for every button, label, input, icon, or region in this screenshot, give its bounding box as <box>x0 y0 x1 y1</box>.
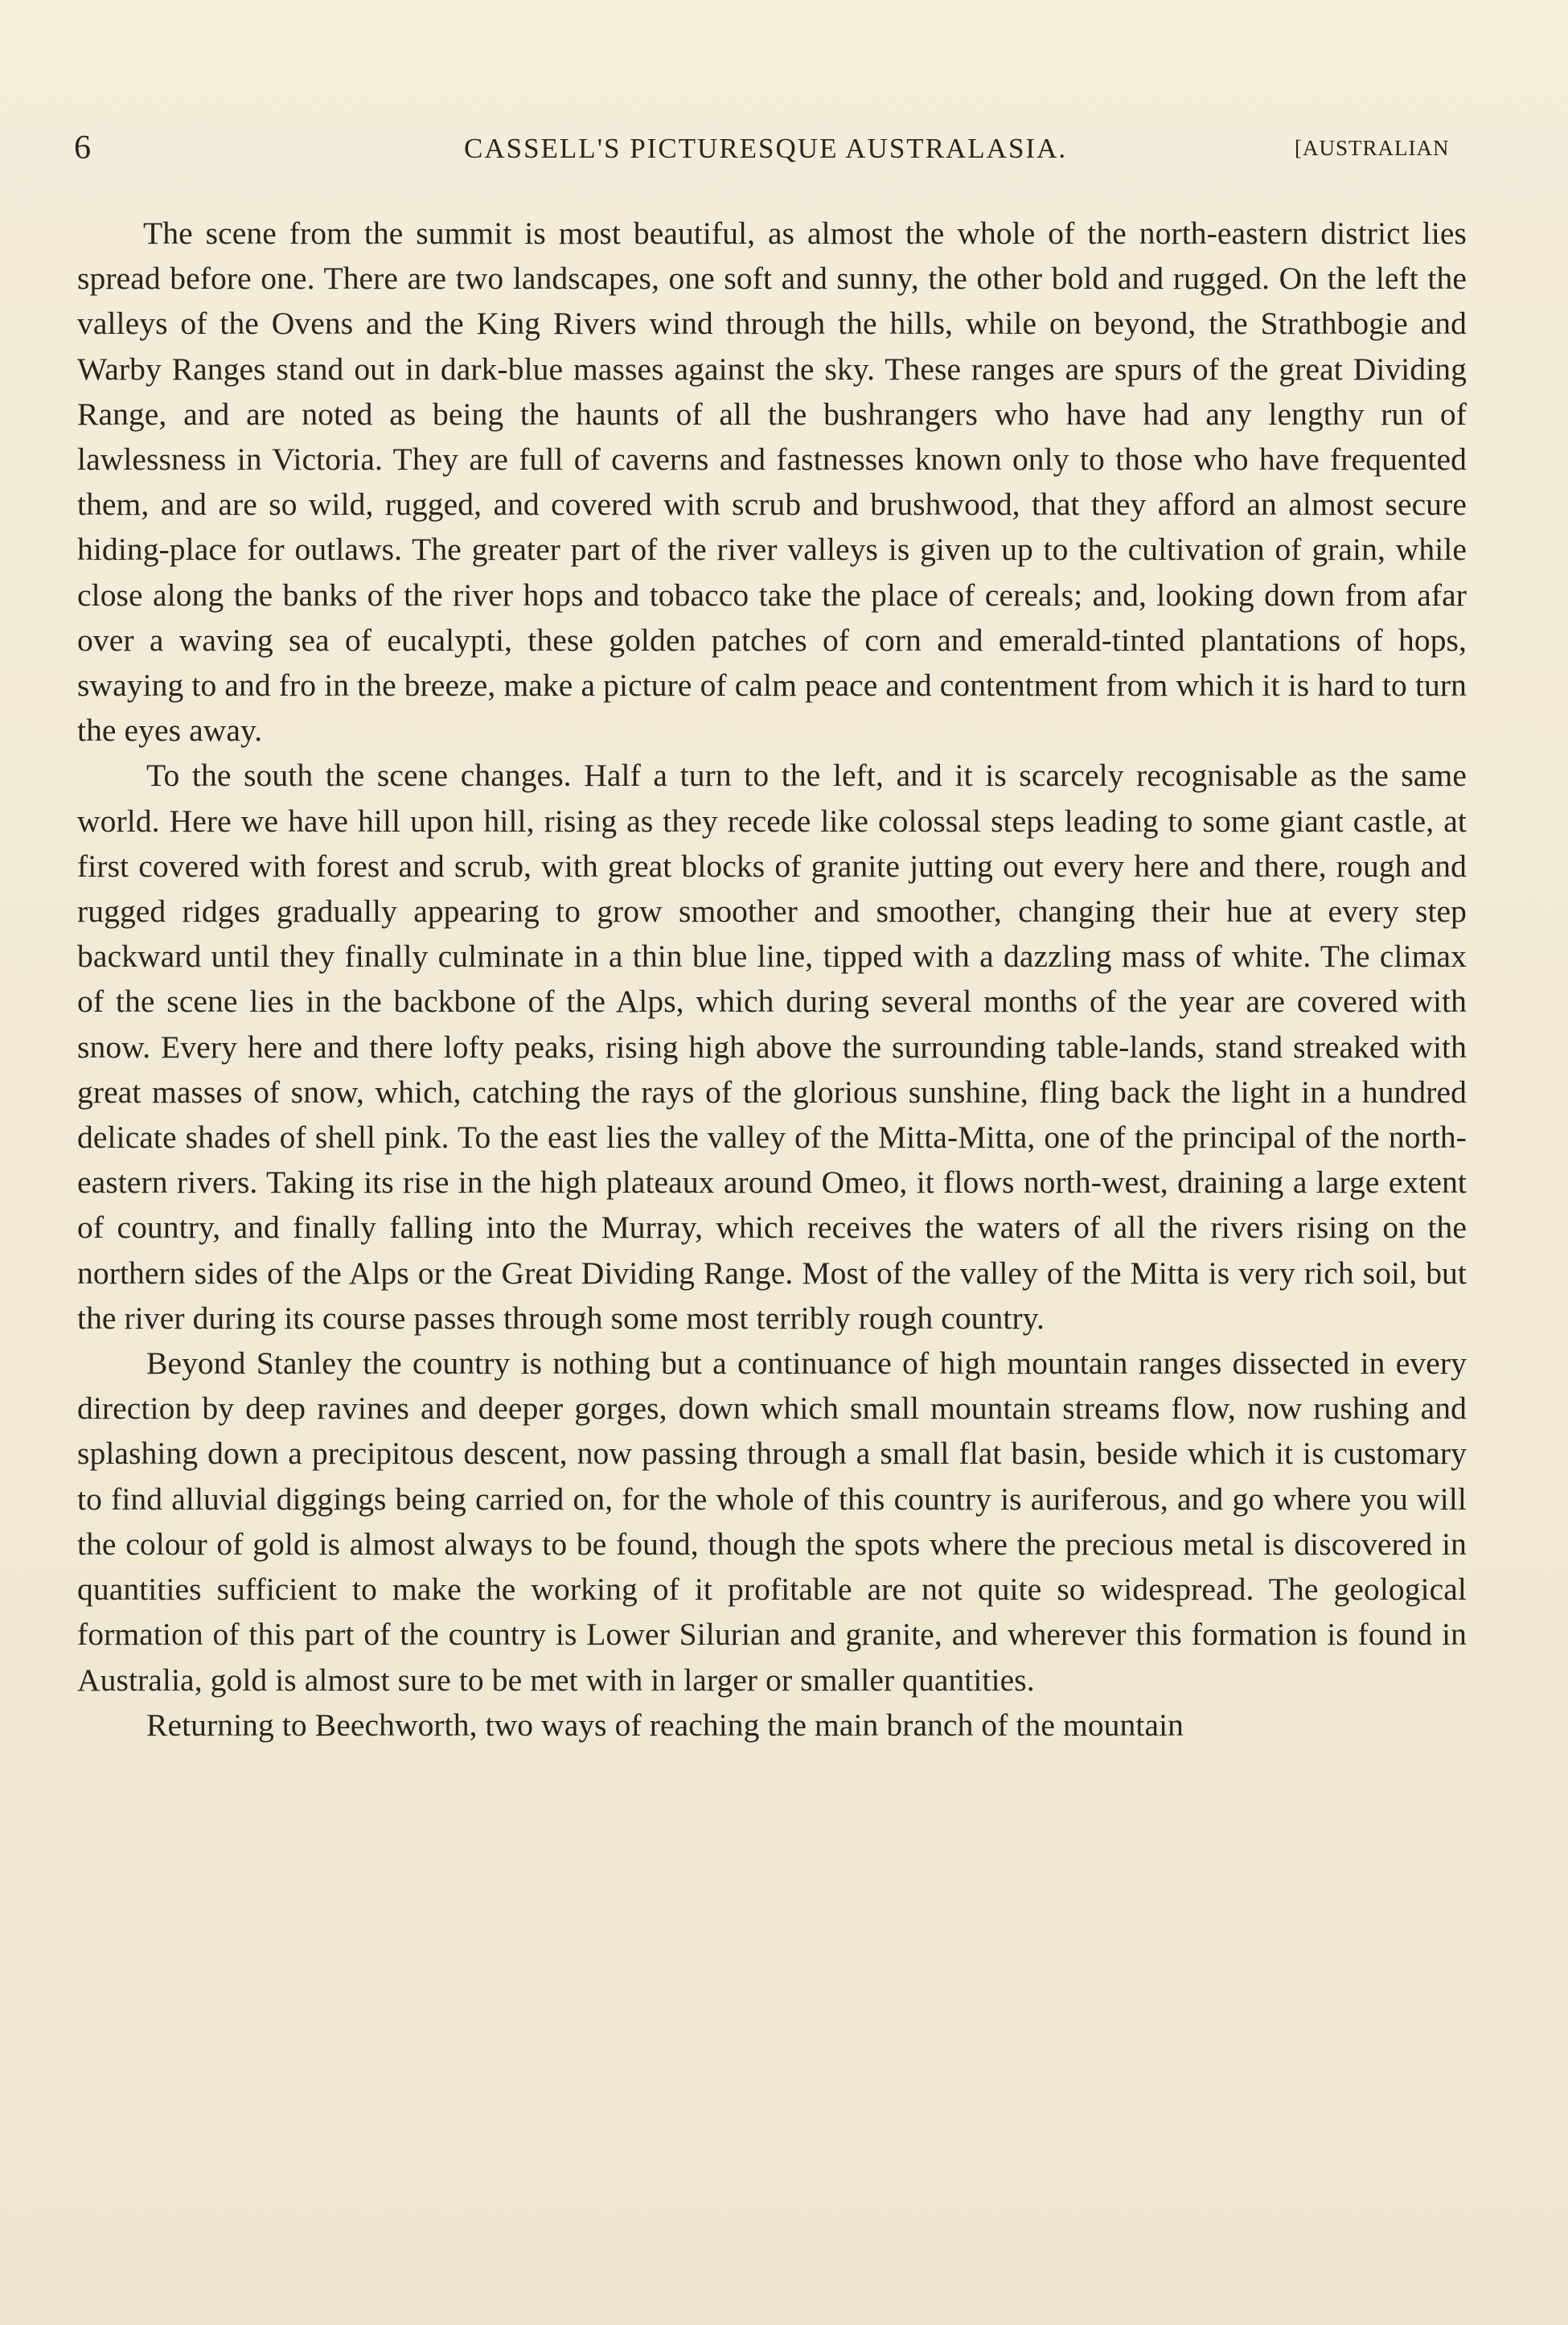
running-title: CASSELL'S PICTURESQUE AUSTRALASIA. <box>464 133 1068 164</box>
paragraph-1: The scene from the summit is most beautiful, as almost the whole of the north-eastern district lies spread before one. There are two landscapes, one soft and sunny, the other bold and rugged. On the left the valleys of the Ovens and the King Rivers wind through the hills, while on beyond, the Strathbogie and Warby Ranges stand out in dark-blue masses against the sky. These ranges are spurs of the great Dividing Range, and are noted as being the haunts of all the bushrangers who have had any lengthy run of lawlessness in Victoria. They are full of caverns and fastnesses known only to those who have frequented them, and are so wild, rugged, and covered with scrub and brushwood, that they afford an almost secure hiding-place for outlaws. The greater part of the river valleys is given up to the cultivation of grain, while close along the banks of the river hops and tobacco take the place of cereals; and, looking down from afar over a waving sea of eucalypti, these golden patches of corn and emerald-tinted plantations of hops, swaying to and fro in the breeze, make a picture of calm peace and contentment from which it is hard to turn the eyes away. <box>77 216 1467 749</box>
article-body <box>77 211 1467 1748</box>
running-header <box>74 127 1450 175</box>
running-section: [AUSTRALIAN <box>1295 136 1450 160</box>
page-number: 6 <box>74 129 91 166</box>
paragraph-4: Returning to Beechworth, two ways of reaching the main branch of the mountain <box>146 1707 1184 1743</box>
paragraph-2: To the south the scene changes. Half a turn to the left, and it is scarcely recognisable as the same world. Here we have hill upon hill, rising as they recede like colossal steps leading to some giant castle, at first covered with forest and scrub, with great blocks of granite jutting out every here and there, rough and rugged ridges gradually appearing to grow smoother and smoother, changing their hue at every step backward until they finally culminate in a thin blue line, tipped with a dazzling mass of white. The climax of the scene lies in the backbone of the Alps, which during several months of the year are covered with snow. Every here and there lofty peaks, rising high above the surrounding table-lands, stand streaked with great masses of snow, which, catching the rays of the glorious sunshine, fling back the light in a hundred delicate shades of shell pink. To the east lies the valley of the Mitta-Mitta, one of the principal of the north-eastern rivers. Taking its rise in the high plateaux around Omeo, it flows north-west, draining a large extent of country, and finally falling into the Murray, which receives the waters of all the rivers rising on the northern sides of the Alps or the Great Dividing Range. Most of the valley of the Mitta is very rich soil, but the river during its course passes through some most terribly rough country. <box>77 758 1467 1336</box>
paragraph-3: Beyond Stanley the country is nothing but a continuance of high mountain ranges dissected in every direction by deep ravines and deeper gorges, down which small mountain streams flow, now rushing and splashing down a precipitous descent, now passing through a small flat basin, beside which it is customary to find alluvial diggings being carried on, for the whole of this country is auriferous, and go where you will the colour of gold is almost always to be found, though the spots where the precious metal is discovered in quantities sufficient to make the working of it profitable are not quite so widespread. The geological formation of this part of the country is Lower Silurian and granite, and wherever this formation is found in Australia, gold is almost sure to be met with in larger or smaller quantities. <box>77 1345 1467 1698</box>
